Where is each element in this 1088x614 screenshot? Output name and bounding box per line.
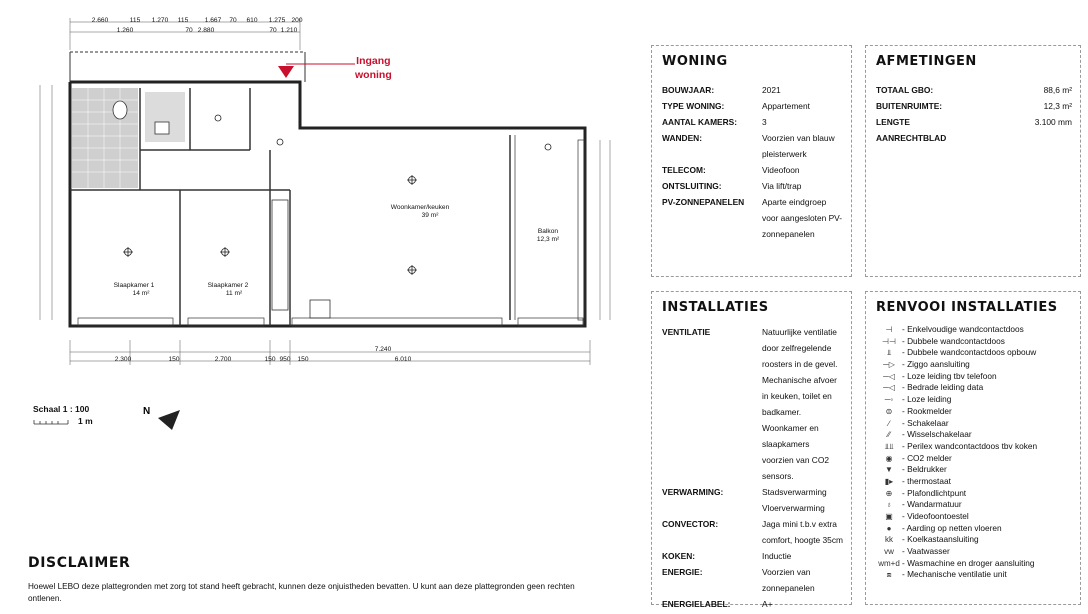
legend-label: - Videofoontoestel (902, 511, 969, 521)
single-socket-icon: ⊣ (885, 325, 893, 334)
legend-label: - Mechanische ventilatie unit (902, 569, 1007, 580)
info-value: Inductie (762, 551, 792, 561)
room-bedroom2-name: Slaapkamer 2 (207, 282, 249, 289)
info-value: Natuurlijke ventilatie door zelfregelende roosters in de gevel. Mechanische afvoer in keuken, toilet en badkamer. Woonkamer en slaapkamers voorzien van CO2 sensors. (762, 327, 838, 481)
fridge-icon: kk (885, 535, 893, 545)
earthing-icon: ● (886, 523, 892, 533)
legend-label: - Wisselschakelaar (902, 429, 972, 440)
legend-item (876, 382, 1037, 394)
installaties-rows (662, 324, 843, 612)
disclaimer-title: DISCLAIMER (28, 555, 131, 571)
afmetingen-box (865, 45, 1081, 277)
info-key: KOKEN: (662, 551, 696, 561)
north-arrow-icon (158, 410, 180, 430)
info-key: TYPE WONING: (662, 101, 725, 111)
bathroom-tiles (72, 88, 138, 188)
info-key: TELECOM: (662, 165, 706, 175)
info-key: AANTAL KAMERS: (662, 117, 738, 127)
sink-icon (155, 122, 169, 134)
info-key: BOUWJAAR: (662, 85, 715, 95)
dishwasher-icon: vw (884, 547, 894, 557)
legend-item (876, 394, 1037, 406)
info-row (662, 178, 843, 194)
thermostat-icon: ▮▸ (884, 476, 894, 486)
video-intercom-icon: ▣ (885, 512, 893, 521)
toilet-icon (113, 101, 127, 119)
info-row (662, 194, 843, 242)
info-row (662, 162, 843, 178)
legend-item (876, 347, 1037, 359)
legend-label: - thermostaat (902, 475, 951, 486)
dim-top2-5: 1.210 (280, 27, 298, 34)
info-value: Via lift/trap (762, 181, 802, 191)
ceiling-light-icon: ⊕ (885, 488, 893, 498)
renvooi-list (876, 324, 1037, 581)
legend-label: - Wasmachine en droger aansluiting (902, 557, 1035, 568)
info-row (662, 564, 843, 596)
room-balcony-name: Balkon (537, 228, 559, 235)
legend-item (876, 418, 1037, 430)
info-key: PV-ZONNEPANELEN (662, 197, 745, 207)
info-value: 2021 (762, 85, 781, 95)
dim-top2-4: 70 (269, 27, 277, 34)
info-key: ENERGIELABEL: (662, 599, 731, 609)
legend-item (876, 336, 1037, 348)
double-socket-icon: ⊣⊣ (882, 336, 896, 346)
legend-item (876, 558, 1037, 570)
legend-label: - Wandarmatuur (902, 499, 962, 510)
mechanical-ventilation-icon: ⧈ (886, 570, 892, 580)
installaties-title: INSTALLATIES (662, 300, 769, 315)
info-key: ENERGIE: (662, 567, 703, 577)
legend-label: - Bedrade leiding data (902, 382, 984, 393)
info-row (876, 98, 1072, 114)
scale-label: Schaal 1 : 100 (33, 404, 90, 414)
legend-item (876, 429, 1037, 441)
legend-label: - Ziggo aansluiting (902, 359, 970, 370)
afmetingen-rows (876, 82, 1072, 146)
two-way-switch-icon: ∕∕ (887, 430, 891, 440)
dim-top-2: 115 (129, 17, 141, 24)
floor-plan (0, 0, 640, 440)
legend-label: - Plafondlichtpunt (902, 487, 967, 498)
info-row (662, 82, 843, 98)
info-value: A+ (762, 599, 773, 609)
legend-label: - Vaatwasser (902, 546, 950, 557)
legend-label: - Loze leiding tbv telefoon (902, 370, 997, 381)
legend-item (876, 371, 1037, 383)
room-living-area: 39 m² (421, 212, 439, 219)
info-row (662, 548, 843, 564)
room-bedroom2 (198, 282, 258, 298)
legend-item (876, 324, 1037, 336)
legend-label: - Schakelaar (902, 417, 949, 428)
info-value: 88,6 m² (1043, 85, 1072, 95)
dim-top2-1: 1.260 (116, 27, 134, 34)
dim-bottom-1: 2.300 (114, 356, 132, 363)
double-socket-surface-icon: ⫫ (886, 348, 892, 358)
info-row (876, 82, 1072, 98)
dim-bottom-6: 150 (297, 356, 309, 363)
bell-push-icon: ▼ (885, 465, 893, 475)
info-value: 3.100 mm (1034, 117, 1072, 127)
legend-label: - Loze leiding (902, 394, 952, 405)
data-icon: ─◁ (883, 383, 895, 393)
legend-item (876, 499, 1037, 511)
legend-label: - Rookmelder (902, 405, 952, 416)
dim-top-9: 200 (291, 17, 303, 24)
entrance-arrow (278, 66, 294, 78)
dim-top-7: 610 (246, 17, 258, 24)
legend-item (876, 453, 1037, 465)
legend-label: - Dubbele wandcontactdoos (902, 335, 1005, 346)
legend-item (876, 523, 1037, 535)
info-value: 12,3 m² (1043, 101, 1072, 111)
perilex-icon: ⫫⫫ (884, 441, 894, 451)
info-value: Voorzien van blauw pleisterwerk (762, 133, 835, 159)
legend-label: - Beldrukker (902, 464, 947, 475)
woning-box (651, 45, 852, 277)
room-bedroom1-name: Slaapkamer 1 (113, 282, 155, 289)
kitchen-counter (272, 200, 288, 310)
legend-item (876, 406, 1037, 418)
dim-bottom-4: 150 (264, 356, 276, 363)
info-row (662, 98, 843, 114)
info-value: Videofoon (762, 165, 800, 175)
info-row (662, 484, 843, 516)
smoke-detector-icon: ⊜ (885, 406, 893, 416)
disclaimer-text: Hoewel LEBO deze plattegronden met zorg tot stand heeft gebracht, kunnen deze onjuistheden bevatten. U kunt aan deze plattegronden geen rechten ontlenen. (28, 582, 575, 603)
info-row (662, 114, 843, 130)
info-value: Voorzien van zonnepanelen (762, 567, 815, 593)
co2-detector-icon: ◉ (885, 453, 893, 463)
legend-item (876, 441, 1037, 453)
legend-item (876, 464, 1037, 476)
legend-item (876, 546, 1037, 558)
info-key: LENGTE AANRECHTBLAD (876, 117, 947, 143)
dim-bottom-5: 950 (279, 356, 291, 363)
info-key: WANDEN: (662, 133, 703, 143)
info-row (662, 324, 843, 484)
legend-label: - Aarding op netten vloeren (902, 522, 1002, 533)
dim-bottom-2: 150 (168, 356, 180, 363)
phone-conduit-icon: ─◁ (883, 371, 895, 381)
legend-item (876, 534, 1037, 546)
info-row (662, 596, 843, 612)
toilet-tiles (145, 92, 185, 142)
entrance-label-line1: Ingang (356, 55, 391, 67)
info-key: TOTAAL GBO: (876, 85, 934, 95)
room-bedroom1-area: 14 m² (132, 290, 150, 297)
renvooi-box (865, 291, 1081, 605)
info-value: Stadsverwarming Vloerverwarming (762, 487, 827, 513)
legend-item (876, 488, 1037, 500)
legend-label: - Perilex wandcontactdoos tbv koken (902, 440, 1038, 451)
scale-unit: 1 m (78, 416, 93, 426)
dim-top-3: 1.270 (151, 17, 169, 24)
dim-bottom-3: 2.700 (214, 356, 232, 363)
info-row (876, 114, 1072, 146)
info-key: CONVECTOR: (662, 519, 719, 529)
legend-label: - Enkelvoudige wandcontactdoos (902, 324, 1024, 334)
legend-item (876, 569, 1037, 581)
info-value: Aparte eindgroep voor aangesloten PV-zonnepanelen (762, 197, 843, 239)
dim-top-4: 115 (177, 17, 189, 24)
room-balcony-area: 12,3 m² (536, 236, 560, 243)
dim-top-5: 1.667 (204, 17, 222, 24)
renvooi-title: RENVOOI INSTALLATIES (876, 300, 1058, 315)
afmetingen-title: AFMETINGEN (876, 54, 977, 69)
woning-rows (662, 82, 843, 242)
legend-label: - Koelkastaansluiting (902, 534, 979, 545)
legend-label: - CO2 melder (902, 452, 952, 463)
dim-top-1: 2.660 (91, 17, 109, 24)
legend-label: - Dubbele wandcontactdoos opbouw (902, 347, 1037, 358)
dim-top2-3: 2.880 (197, 27, 215, 34)
empty-conduit-icon: ─◦ (884, 395, 894, 405)
info-key: BUITENRUIMTE: (876, 101, 943, 111)
info-key: VERWARMING: (662, 487, 724, 497)
info-key: ONTSLUITING: (662, 181, 722, 191)
legend-item (876, 359, 1037, 371)
room-living (380, 204, 460, 220)
info-key: VENTILATIE (662, 327, 711, 337)
dim-top-6: 70 (229, 17, 237, 24)
ziggo-icon: ─▷ (883, 360, 895, 370)
room-bedroom2-area: 11 m² (225, 290, 243, 297)
dim-top-8: 1.275 (268, 17, 286, 24)
washer-dryer-icon: wm+d (878, 558, 900, 568)
legend-item (876, 511, 1037, 523)
info-value: 3 (762, 117, 767, 127)
entrance-label (355, 54, 392, 82)
woning-title: WONING (662, 54, 728, 69)
room-living-name: Woonkamer/keuken (390, 204, 450, 211)
info-value: Appartement (762, 101, 810, 111)
switch-icon: ∕ (888, 418, 890, 428)
info-row (662, 516, 843, 548)
kitchen-appliance (310, 300, 330, 318)
legend-item (876, 476, 1037, 488)
dim-top2-2: 70 (185, 27, 193, 34)
room-balcony (522, 228, 574, 244)
dim-bottom-7: 6.010 (394, 356, 412, 363)
entrance-label-line2: woning (355, 69, 392, 81)
dim-bottom-total: 7.240 (374, 346, 392, 353)
info-value: Jaga mini t.b.v extra comfort, hoogte 35cm (762, 519, 843, 545)
room-bedroom1 (104, 282, 164, 298)
info-row (662, 130, 843, 162)
wall-light-icon: ♁ (886, 500, 892, 510)
installaties-box (651, 291, 852, 609)
svg-text:N: N (143, 406, 151, 417)
